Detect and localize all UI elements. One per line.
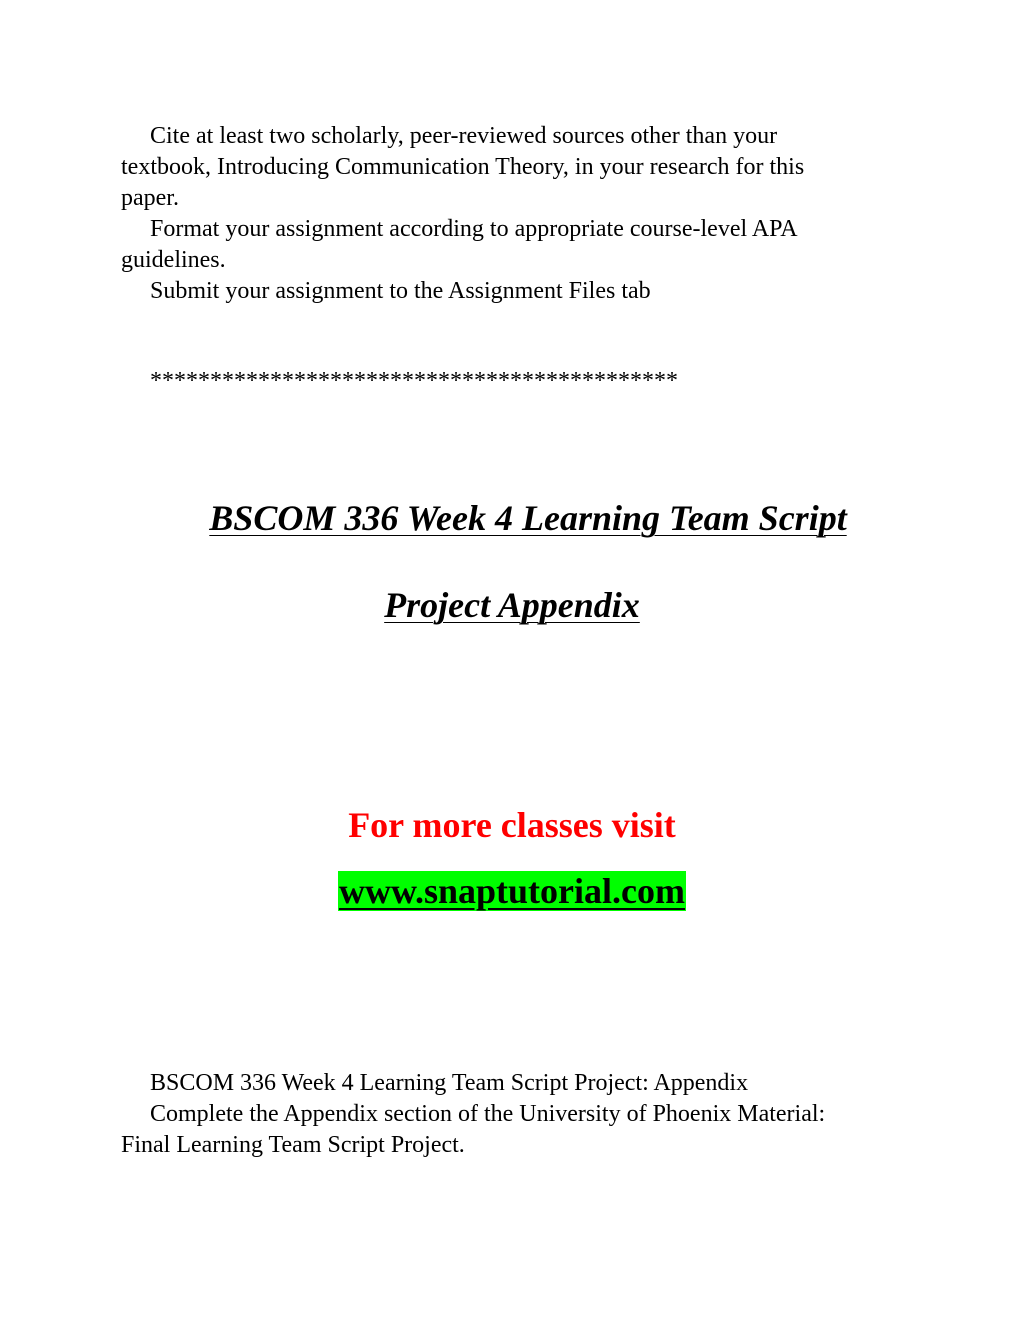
- assignment-instructions: [121, 121, 921, 307]
- separator-stars: ********************************************: [150, 368, 678, 394]
- instruction-line: guidelines.: [121, 247, 226, 273]
- detail-line: BSCOM 336 Week 4 Learning Team Script Project: Appendix: [150, 1070, 749, 1096]
- instruction-line: Format your assignment according to appropriate course-level APA: [150, 216, 798, 242]
- document-subtitle: Project Appendix: [384, 585, 640, 625]
- instruction-line: paper.: [121, 185, 179, 211]
- detail-line: Final Learning Team Script Project.: [121, 1132, 465, 1158]
- promo-heading: For more classes visit: [348, 805, 676, 845]
- promo-link-row: [0, 868, 1024, 914]
- assignment-details: [121, 1068, 921, 1161]
- document-title: BSCOM 336 Week 4 Learning Team Script: [209, 498, 847, 538]
- instruction-line: textbook, Introducing Communication Theory, in your research for this: [121, 154, 805, 180]
- instruction-line: Cite at least two scholarly, peer-reviewed sources other than your: [150, 123, 778, 149]
- instruction-line: Submit your assignment to the Assignment Files tab: [150, 278, 651, 304]
- promo-link[interactable]: www.snaptutorial.com: [338, 871, 685, 911]
- detail-line: Complete the Appendix section of the University of Phoenix Material:: [150, 1101, 826, 1127]
